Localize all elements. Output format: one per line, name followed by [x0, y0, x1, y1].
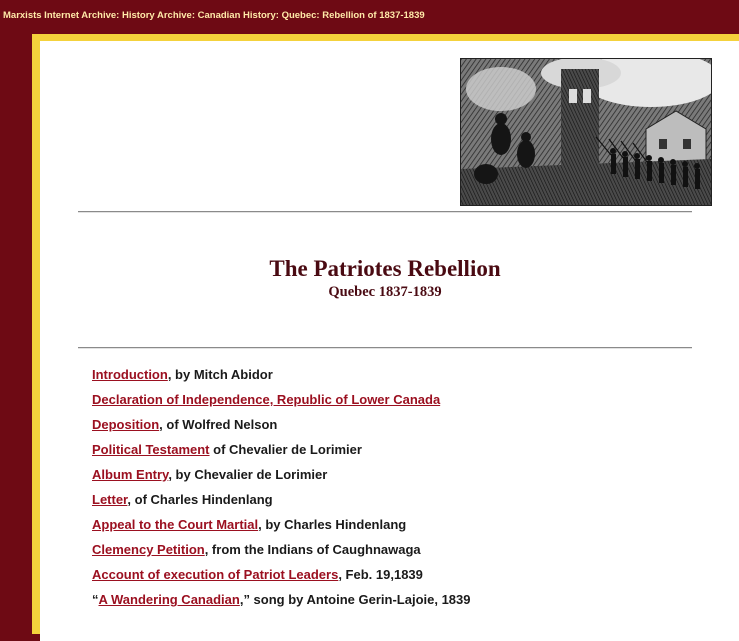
- wandering-canadian-link[interactable]: A Wandering Canadian: [98, 592, 240, 607]
- battle-engraving-image: [460, 58, 712, 206]
- breadcrumb: Marxists Internet Archive: History Archive: Canadian History: Quebec: Rebellion of 1837-1839: [3, 10, 425, 21]
- contents-item: Deposition, of Wolfred Nelson: [92, 417, 278, 432]
- bottom-divider: [78, 347, 692, 349]
- contents-item: Album Entry, by Chevalier de Lorimier: [92, 467, 328, 482]
- political-testament-link[interactable]: Political Testament: [92, 442, 210, 457]
- letter-link[interactable]: Letter: [92, 492, 128, 507]
- appeal-court-martial-link[interactable]: Appeal to the Court Martial: [92, 517, 259, 532]
- album-entry-link[interactable]: Album Entry: [92, 467, 169, 482]
- page-subtitle: Quebec 1837-1839: [328, 284, 442, 300]
- clemency-petition-link[interactable]: Clemency Petition: [92, 542, 205, 557]
- deposition-link[interactable]: Deposition: [92, 417, 160, 432]
- contents-list: [92, 366, 471, 616]
- contents-item: Letter, of Charles Hindenlang: [92, 492, 273, 507]
- contents-item: Political Testament of Chevalier de Lorimier: [92, 442, 362, 457]
- contents-item: Appeal to the Court Martial, by Charles Hindenlang: [92, 517, 407, 532]
- contents-item: “A Wandering Canadian,” song by Antoine Gerin-Lajoie, 1839: [92, 592, 471, 607]
- contents-item: Clemency Petition, from the Indians of Caughnawaga: [92, 542, 421, 557]
- introduction-link[interactable]: Introduction: [92, 367, 168, 382]
- declaration-link[interactable]: Declaration of Independence, Republic of Lower Canada: [92, 392, 441, 407]
- contents-item: Account of execution of Patriot Leaders, Feb. 19,1839: [92, 567, 423, 582]
- page-title: The Patriotes Rebellion: [269, 256, 501, 281]
- top-divider: [78, 211, 692, 213]
- execution-account-link[interactable]: Account of execution of Patriot Leaders: [92, 567, 339, 582]
- contents-item: [92, 391, 471, 416]
- contents-item: Introduction, by Mitch Abidor: [92, 367, 273, 382]
